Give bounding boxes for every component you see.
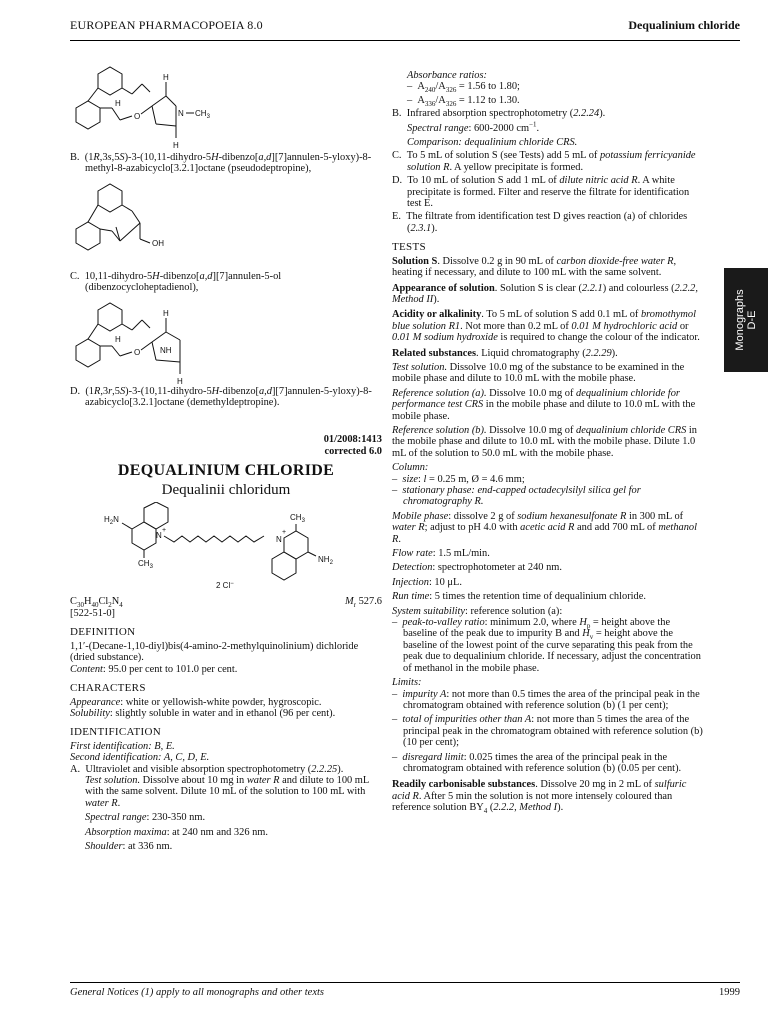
atom-nh-subscript: 2 <box>329 560 333 567</box>
molecular-formula <box>70 596 123 610</box>
text: A <box>417 81 425 93</box>
text: Appearance <box>70 696 121 708</box>
text: Appearance of solution <box>392 282 495 294</box>
text: -dibenzo[ <box>159 270 200 282</box>
text: 0.01 M hydrochloric acid <box>571 320 678 332</box>
svg-text:CH3 <box>195 109 211 120</box>
text: /A <box>435 81 446 93</box>
system-suitability <box>392 606 703 617</box>
text: Mobile phase <box>392 510 449 522</box>
first-identification: First identification: B, E. <box>70 740 175 752</box>
text: : 1.5 mL/min. <box>432 548 490 560</box>
side-tab-section: Monographs <box>734 289 746 351</box>
text: stationary phase <box>402 485 472 496</box>
reference-solution-a <box>392 388 703 422</box>
run-time <box>392 591 703 602</box>
text: . A yellow precipitate is formed. <box>449 161 584 173</box>
detection <box>392 562 703 573</box>
text: ). <box>431 222 438 234</box>
text: 2.2.2, Method II <box>392 282 698 305</box>
readily-carbonisable-substances <box>392 779 703 816</box>
item-letter: C. <box>70 270 80 282</box>
molecular-formula-row <box>70 596 382 612</box>
spectral-range-a <box>70 812 382 823</box>
appearance-line <box>70 697 382 708</box>
text: Ultraviolet and visible absorption spectrophotometry ( <box>85 763 312 775</box>
text: Content <box>70 663 103 675</box>
text: r <box>353 601 356 610</box>
cas-number: [522-51-0] <box>70 608 116 620</box>
item-letter: B. <box>392 108 402 120</box>
text: A <box>417 94 425 106</box>
text: ). <box>611 347 618 359</box>
text: : at 336 nm. <box>122 840 173 852</box>
atom-nh: NH <box>318 555 330 565</box>
stationary-phase <box>392 485 703 508</box>
text: sodium hexanesulfonate R <box>517 510 627 522</box>
text: r <box>108 385 113 397</box>
text: : minimum 2.0, where <box>484 617 580 629</box>
text: a,d <box>258 385 272 397</box>
text: – <box>392 617 398 629</box>
text: : at 240 nm and 326 nm. <box>166 826 268 838</box>
absorbance-ratios-label: Absorbance ratios: <box>407 70 487 81</box>
peak-to-valley-ratio <box>392 617 703 674</box>
text: ). <box>557 802 564 814</box>
text: H <box>582 628 590 640</box>
atom-ch-subscript: 3 <box>149 564 153 571</box>
limits-label: Limits: <box>392 677 422 689</box>
counter-ion-charge: − <box>230 581 234 588</box>
limit-impurity-a <box>392 689 703 712</box>
text: water R <box>246 774 280 786</box>
atom-oh: OH <box>152 238 164 248</box>
header-rule <box>70 40 740 41</box>
header-publication: EUROPEAN PHARMACOPOEIA 8.0 <box>70 18 263 32</box>
text: in 300 mL of <box>626 510 684 522</box>
text: Run time <box>392 591 430 603</box>
text: methanol R <box>392 522 697 545</box>
text: ,5 <box>112 385 120 397</box>
svg-text:CH3 <box>138 559 154 570</box>
text: – <box>407 81 413 93</box>
text: Acidity or alkalinity <box>392 309 482 321</box>
text: and add 700 mL of <box>574 522 659 534</box>
text: : 5 times the retention time of dequalinium chloride. <box>429 591 646 603</box>
text: 4 <box>119 601 123 610</box>
text: 2.2.1 <box>581 282 603 294</box>
text: Detection <box>392 562 433 574</box>
monograph-title: DEQUALINIUM CHLORIDE <box>117 462 335 480</box>
text: Spectral range <box>85 812 147 824</box>
appearance-of-solution <box>392 283 703 306</box>
section-heading-identification: IDENTIFICATION <box>70 726 161 739</box>
text: (1 <box>84 152 94 163</box>
section-heading-characters: CHARACTERS <box>70 682 146 695</box>
text: Solubility <box>70 707 110 719</box>
text: s <box>107 152 112 163</box>
text: Cl <box>98 596 109 608</box>
text: : 600-2000 cm <box>468 122 530 134</box>
acidity-or-alkalinity <box>392 309 703 343</box>
text: in the mobile phase and dilute to 10.0 mL with the mobile phase. <box>392 399 696 422</box>
text: : spectrophotometer at 240 nm. <box>432 562 562 574</box>
footer-note: General Notices (1) apply to all monographs and other texts <box>70 987 325 998</box>
text: . Dissolve 0.2 g in 90 mL of <box>437 255 557 267</box>
text: Test solution. <box>392 361 448 373</box>
text: dilute nitric acid R <box>559 175 638 187</box>
svg-text:CH3 <box>290 513 306 524</box>
text: dequalinium chloride CRS <box>576 424 687 436</box>
text: S <box>119 385 126 397</box>
text: ( <box>487 802 494 814</box>
text: : dissolve 2 g of <box>448 510 518 522</box>
mobile-phase <box>392 511 703 545</box>
text: : white or yellowish-white powder, hygroscopic. <box>120 696 322 708</box>
text: 326 <box>445 99 457 108</box>
side-tab-letters: D-E <box>746 310 758 330</box>
text: Dissolve 10.0 mg of <box>486 424 577 436</box>
text: Related substances <box>392 347 476 359</box>
text: ,3 <box>99 152 108 163</box>
text: sulfuric acid R <box>392 779 687 802</box>
text: ; adjust to pH 4.0 with <box>424 522 521 534</box>
text: . A white precipitate is formed. Filter and reserve the filtrate for identification test E. <box>407 175 690 210</box>
text: a,d <box>199 270 213 282</box>
text: . Dissolve 20 mg in 2 mL of <box>535 779 655 791</box>
impurity-b <box>70 152 382 175</box>
page-header <box>70 14 740 36</box>
text: v <box>589 633 594 642</box>
text: = 0.25 m, Ø = 4.6 mm; <box>426 473 525 485</box>
text: p <box>586 622 591 631</box>
text: Flow rate <box>392 548 433 560</box>
text: Infrared absorption spectrophotometry ( <box>406 108 574 120</box>
text: , heating if necessary, and dilute to 100 mL with the same solvent. <box>392 255 677 279</box>
atom-ch: CH <box>290 513 302 523</box>
atom-n: N <box>156 531 162 541</box>
text: System suitability <box>392 605 466 617</box>
text: N <box>111 596 120 608</box>
text: H <box>211 385 220 397</box>
text: : reference solution (a): <box>465 605 563 617</box>
shoulder <box>70 841 382 852</box>
svg-text:2 Cl− <box>216 581 234 590</box>
identification-e <box>392 211 703 234</box>
text: R <box>93 385 101 397</box>
atom-o: O <box>134 347 141 357</box>
text: impurity A <box>402 688 447 700</box>
injection <box>392 577 703 588</box>
monograph-number: 01/2008:1413 <box>323 434 382 446</box>
text: water R <box>85 797 118 809</box>
column-size <box>392 474 703 485</box>
text: peak-to-valley ratio <box>402 617 485 629</box>
text: 30 <box>76 601 84 610</box>
text: 336 <box>424 99 436 108</box>
relative-molecular-mass <box>345 596 382 610</box>
text: C <box>70 596 77 608</box>
text: – <box>392 485 398 496</box>
text: . <box>398 533 401 545</box>
text: Reference solution (a). <box>392 387 487 399</box>
text: : end-capped octadecylsilyl silica gel for chromatography R. <box>403 485 641 508</box>
absorption-maxima <box>70 827 382 838</box>
text: (1 <box>85 385 94 397</box>
text: S <box>119 152 125 163</box>
text: ). <box>599 108 606 120</box>
text: The filtrate from identification test D gives reaction (a) of chlorides ( <box>406 211 688 234</box>
text: . After 5 min the solution is not more intensely coloured than reference solution BY <box>392 790 673 814</box>
charge-plus: + <box>162 527 167 535</box>
atom-h: H <box>115 99 121 108</box>
text: acetic acid R <box>520 522 575 534</box>
text: 326 <box>445 86 457 95</box>
text: To 5 mL of solution S (see Tests) add 5 mL of <box>406 150 600 162</box>
absorbance-ratio-2 <box>392 95 703 106</box>
text: Dissolve about 10 mg in <box>140 774 247 786</box>
text: Spectral range <box>407 122 469 134</box>
item-letter: E. <box>392 211 401 223</box>
text: l <box>423 473 427 485</box>
page-number: 1999 <box>719 987 740 998</box>
text: : 230-350 nm. <box>146 812 206 824</box>
content-line <box>70 664 382 675</box>
text: dequalinium chloride for performance test CRS <box>392 387 680 411</box>
text: – <box>392 751 398 763</box>
text: 2.3.1 <box>410 222 432 234</box>
item-letter: D. <box>70 385 81 397</box>
structure-dibenzocycloheptadienol <box>70 179 250 271</box>
impurity-c <box>70 271 382 294</box>
item-letter: D. <box>392 175 403 187</box>
atom-ch: CH <box>138 559 150 569</box>
text: – <box>392 473 398 485</box>
impurity-d <box>70 386 382 409</box>
solubility-line <box>70 708 382 719</box>
identification-c <box>392 150 703 173</box>
identification-a <box>70 764 382 775</box>
left-column <box>70 60 382 852</box>
right-column <box>392 70 703 814</box>
text: ) and colourless ( <box>602 282 675 294</box>
text: -dibenzo[ <box>218 152 259 163</box>
text: 2 <box>108 601 112 610</box>
text: water R <box>392 522 425 534</box>
text: 0.01 M sodium hydroxide <box>392 332 498 344</box>
text: = height above the baseline of the lowest point of the curve separating this peak from the peak due to dequalinium chloride. If necessary, adjust the concentration of methanol in the mobile phase. <box>403 628 701 674</box>
text: Injection <box>392 576 429 588</box>
text: – <box>392 688 398 700</box>
atom-ch: CH <box>195 109 207 118</box>
text: size <box>402 473 418 485</box>
text: = height above the baseline of the peak due to impurity B and <box>403 617 671 640</box>
text: . To 5 mL of solution S add 0.1 mL of <box>481 309 641 321</box>
atom-n: N <box>276 535 282 545</box>
text: ). <box>337 763 344 775</box>
text: 4 <box>483 807 488 816</box>
text: and dilute to 100 mL with the same solvent. Dilute 10 mL of the solution to 100 mL with <box>85 774 369 798</box>
text: ][7]annulen-5-yloxy)-8-azabicyclo[3.2.1]octane (demethyldeptropine). <box>85 385 372 409</box>
text: H <box>83 596 92 608</box>
comparison-b: Comparison: dequalinium chloride CRS. <box>407 137 578 149</box>
limit-total-impurities <box>392 714 703 748</box>
text: ][7]annulen-5-yloxy)-8-methyl-8-azabicyclo[3.2.1]octane (pseudodeptropine), <box>85 152 372 175</box>
atom-h-subscript: 2 <box>109 520 114 527</box>
atom-h: H <box>163 73 169 82</box>
text: – <box>392 714 398 726</box>
text: : 0.025 times the area of the principal peak in the chromatogram obtained with reference solution (b) (0.05 per cent). <box>403 751 682 774</box>
text: 240 <box>424 86 436 95</box>
monograph-latin-title: Dequalinii chloridum <box>161 481 291 498</box>
text: Reference solution (b). <box>392 424 487 436</box>
text: . Liquid chromatography ( <box>476 347 586 359</box>
charge-plus: + <box>282 529 287 537</box>
text: H <box>152 270 160 282</box>
text: – <box>407 94 413 106</box>
text: /A <box>435 94 446 106</box>
section-heading-tests: TESTS <box>392 241 426 254</box>
atom-o: O <box>134 112 141 121</box>
text: Shoulder <box>85 840 123 852</box>
test-solution-a <box>70 775 382 809</box>
section-heading-definition: DEFINITION <box>70 626 136 639</box>
test-solution <box>392 362 703 385</box>
structure-dequalinium-chloride <box>70 502 382 596</box>
text: To 10 mL of solution S add 1 mL of <box>407 175 560 187</box>
text: ][7]annulen-5-ol (dibenzocycloheptadienol), <box>85 270 282 294</box>
item-letter: A. <box>70 763 81 775</box>
text: H <box>211 152 219 163</box>
counter-ion: 2 Cl <box>216 581 231 591</box>
text: Readily carbonisable substances <box>392 779 536 791</box>
text: 2.2.24 <box>573 108 600 120</box>
atom-ch-subscript: 3 <box>301 518 305 525</box>
text: Absorption maxima <box>85 826 167 838</box>
text: in the mobile phase and dilute to 10.0 mL with the mobile phase. Dilute 1.0 mL of the solution to 50.0 mL with the mobile phase. <box>392 424 697 459</box>
atom-n: N <box>178 109 184 118</box>
spectral-range-b <box>392 120 703 134</box>
text: Dissolve 10.0 mg of <box>486 387 577 399</box>
definition-text: 1,1′-(Decane-1,10-diyl)bis(4-amino-2-methylquinolinium) dichloride (dried substance). <box>70 640 359 664</box>
text: Test solution. <box>85 774 141 786</box>
text: 40 <box>91 601 99 610</box>
item-letter: C. <box>392 150 402 162</box>
header-monograph-name: Dequalinium chloride <box>628 18 740 32</box>
text: . <box>117 797 121 809</box>
text: is required to change the colour of the indicator. <box>497 332 700 344</box>
text: -dibenzo[ <box>219 385 259 397</box>
svg-text:H2N <box>104 515 119 526</box>
text: : not more than 0.5 times the area of the principal peak in the chromatogram obtained with reference solution (b) (1 per cent); <box>403 688 700 711</box>
text: 2.2.29 <box>585 347 612 359</box>
structure-demethyldeptropine <box>70 298 250 386</box>
footer-rule <box>70 982 740 983</box>
text: R <box>93 152 100 163</box>
item-letter: B. <box>70 152 80 163</box>
atom-h: H <box>173 141 179 150</box>
reference-solution-b <box>392 425 703 459</box>
text: 10,11-dihydro-5 <box>84 270 153 282</box>
text: = 1.56 to 1.80; <box>456 81 520 93</box>
atom-h: H <box>177 376 183 386</box>
text: : not more than 5 times the area of the principal peak in the chromatogram obtained with reference solution (b) (10 per cent); <box>403 714 703 749</box>
text: 2.2.25 <box>311 763 338 775</box>
atom-h: H <box>163 308 169 318</box>
text: disregard limit <box>402 751 464 763</box>
identification-b <box>392 108 703 119</box>
text: ,3 <box>100 385 109 397</box>
text: −1 <box>529 120 537 129</box>
atom-n: N <box>113 515 119 525</box>
text: . <box>536 122 540 134</box>
text: M <box>345 596 354 608</box>
atom-h: H <box>104 515 110 525</box>
text: : 10 μL. <box>428 576 462 588</box>
column-label: Column: <box>392 462 429 474</box>
text: Dissolve 10.0 mg of the substance to be examined in the mobile phase and dilute to 10.0 mL with the mobile phase. <box>392 361 685 385</box>
text: a,d <box>258 152 272 163</box>
identification-d <box>392 175 703 209</box>
solution-s <box>392 256 703 279</box>
text: bromothymol blue solution R1 <box>392 309 696 332</box>
second-identification: Second identification: A, C, D, E. <box>70 752 210 764</box>
related-substances <box>392 348 703 359</box>
text: )-3-(10,11-dihydro-5 <box>125 385 212 397</box>
text: ). <box>433 293 440 305</box>
svg-text:NH2 <box>318 555 334 566</box>
absorbance-ratio-1 <box>392 81 703 95</box>
limit-disregard <box>392 752 703 775</box>
text: or <box>677 320 689 332</box>
text: potassium ferricyanide solution R <box>407 150 696 173</box>
text: = 1.12 to 1.30. <box>456 94 520 106</box>
atom-ch-subscript: 3 <box>206 114 210 120</box>
text: carbon dioxide-free water R <box>556 255 674 267</box>
text: 527.6 <box>358 596 382 608</box>
text: : slightly soluble in water and in ethanol (96 per cent). <box>109 707 336 719</box>
side-tab <box>724 268 768 372</box>
text: H <box>579 617 587 629</box>
flow-rate <box>392 548 703 559</box>
text: 2.2.2, Method I <box>493 802 558 814</box>
text: . Solution S is clear ( <box>494 282 582 294</box>
text: : 95.0 per cent to 101.0 per cent. <box>102 663 238 675</box>
text: . Not more than 0.2 mL of <box>460 320 572 332</box>
text: Solution S <box>392 255 438 267</box>
atom-nh: NH <box>160 345 172 355</box>
text: )-3-(10,11-dihydro-5 <box>124 152 212 163</box>
text: ,5 <box>111 152 120 163</box>
text: total of impurities other than A <box>402 714 532 726</box>
atom-h: H <box>115 334 121 344</box>
text: : <box>418 473 424 485</box>
structure-pseudodeptropine <box>70 60 250 152</box>
monograph-correction: corrected 6.0 <box>324 445 382 457</box>
